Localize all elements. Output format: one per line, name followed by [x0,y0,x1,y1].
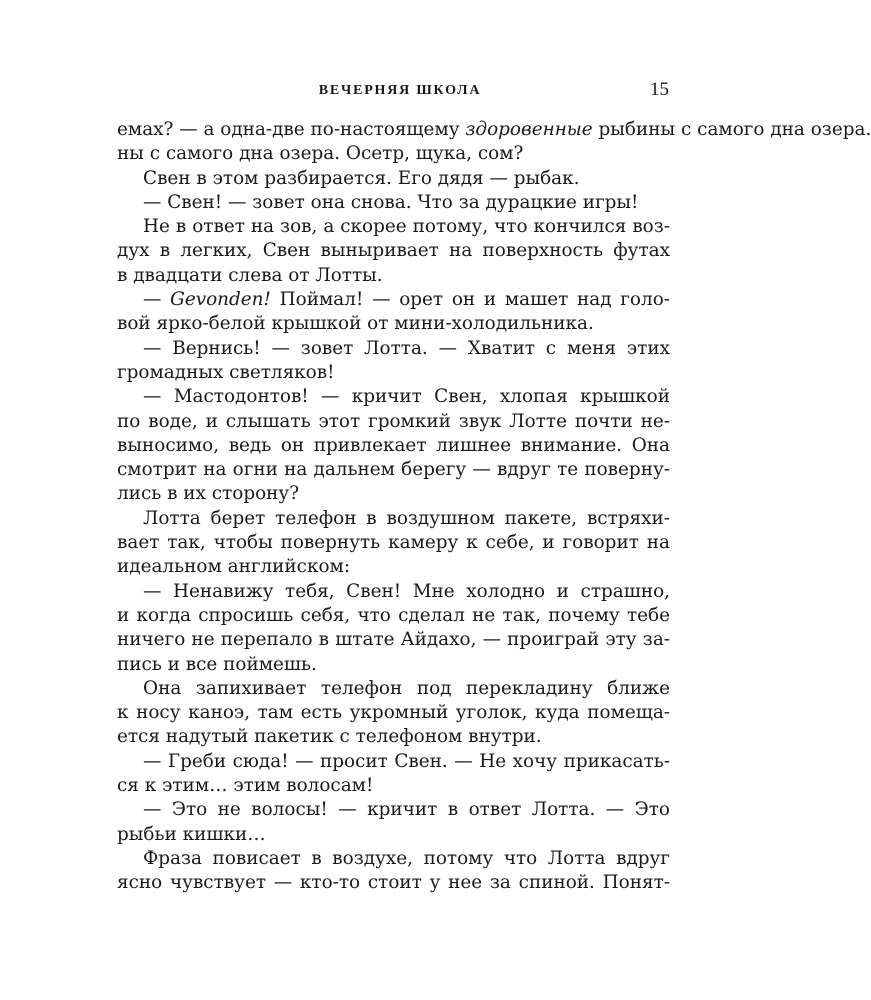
text-span: Свен в этом разбирается. Его дядя — рыбак. [143,167,580,189]
text-span: — Это не волосы! — кричит в ответ Лотта. — Это [143,799,670,821]
text-span: емах? — а одна-две по-настоящему [117,119,466,140]
text-line [117,823,670,847]
running-title: ВЕЧЕРНЯЯ ШКОЛА [318,83,482,98]
text-span: Поймал! — орет он и машет над голо- [270,289,670,311]
text-line [117,798,670,822]
text-span: вой ярко-белой крышкой от мини-холодильника. [117,313,594,335]
text-line [117,191,670,215]
text-span: ся к этим… этим волосам! [117,775,374,797]
text-span: — Греби сюда! — просит Свен. — Не хочу прикасать- [143,750,670,772]
text-line [117,847,670,871]
page-number: 15 [650,79,669,100]
text-span: к носу каноэ, там есть укромный уголок, куда помеща- [117,702,670,724]
italic-text: Gevonden! [170,289,271,311]
body-text [117,118,871,896]
text-line [117,628,670,652]
text-span: Лотта берет телефон в воздушном пакете, встряхи- [143,507,670,529]
text-span: — Вернись! — зовет Лотта. — Хватит с меня этих [143,337,670,359]
text-line [117,604,670,628]
text-line [117,701,670,725]
text-span: дух в легких, Свен выныривает на поверхность футах [117,240,670,262]
text-span: лись в их сторону? [117,483,300,505]
text-span: по воде, и слышать этот громкий звук Лотте почти не- [117,410,670,432]
text-line [117,239,670,263]
text-line [117,312,670,336]
text-span: ясно чувствует — кто-то стоит у нее за спиной. Понят- [117,872,670,894]
text-line [117,337,670,361]
text-span: — Ненавижу тебя, Свен! Мне холодно и страшно, [143,580,670,602]
text-line [117,142,670,166]
text-span: идеальном английском: [117,556,351,578]
text-line [117,482,670,506]
text-span: рыбины с самого дна озера. [592,119,871,140]
text-line [117,167,670,191]
text-span: — [143,289,171,311]
text-line [117,288,670,312]
text-line [117,118,871,142]
text-span: в двадцати слева от Лотты. [117,264,383,286]
text-span: — Мастодонтов! — кричит Свен, хлопая крышкой [143,386,670,408]
text-line [117,580,670,604]
text-line [117,361,670,385]
text-span: выносимо, ведь он привлекает лишнее внимание. Она [117,434,670,456]
italic-text: здоровенные [465,119,593,140]
text-span: рыбьи кишки… [117,823,266,845]
text-span: — Свен! — зовет она снова. Что за дурацкие игры! [143,191,639,213]
text-line [117,458,670,482]
text-line [117,410,670,434]
text-line [117,725,670,749]
text-span: Она запихивает телефон под перекладину ближе [143,677,670,699]
text-line [117,531,670,555]
text-line [117,871,670,895]
text-span: вает так, чтобы повернуть камеру к себе, и говорит на [117,532,670,554]
text-span: громадных светляков! [117,361,335,383]
text-span: Фраза повисает в воздухе, потому что Лотта вдруг [143,847,670,869]
text-line [117,653,670,677]
text-line [117,385,670,409]
text-line [117,677,670,701]
text-span: и когда спросишь себя, что сделал не так, почему тебе [117,604,670,626]
text-span: ничего не перепало в штате Айдахо, — проиграй эту за- [117,629,670,651]
text-span: ется надутый пакетик с телефоном внутри. [117,726,542,748]
text-line [117,555,670,579]
text-line [117,264,670,288]
text-span: ны с самого дна озера. Осетр, щука, сом? [117,143,524,165]
text-span: Не в ответ на зов, а скорее потому, что кончился воз- [143,216,670,238]
text-span: смотрит на огни на дальнем берегу — вдруг те поверну- [117,459,670,481]
text-line [117,215,670,239]
text-line [117,750,670,774]
text-line [117,434,670,458]
text-line [117,774,670,798]
text-span: пись и все поймешь. [117,653,317,675]
text-line [117,507,670,531]
